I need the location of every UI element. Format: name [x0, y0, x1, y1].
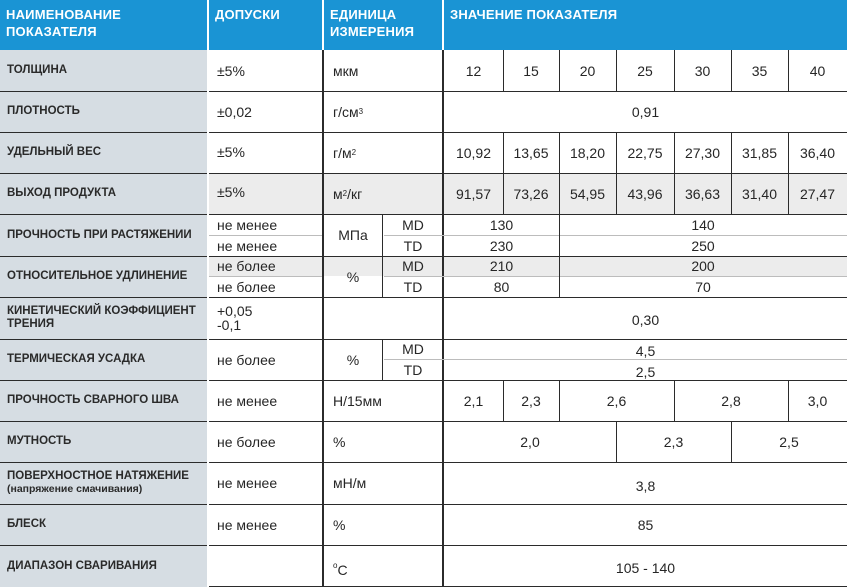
value-thickness-7: 40	[809, 62, 826, 79]
value-specific-weight-6: 31,85	[741, 144, 778, 161]
label-shrinkage: ТЕРМИЧЕСКАЯ УСАДКА	[0, 339, 207, 380]
cell-line	[559, 380, 560, 421]
label-surface-tension-line2: (напряжение смачивания)	[7, 483, 143, 495]
header-unit: ЕДИНИЦА ИЗМЕРЕНИЯ	[324, 0, 442, 50]
label-friction: КИНЕТИЧЕСКИЙ КОЭФФИЦИЕНТ ТРЕНИЯ	[0, 297, 207, 339]
cell-line	[503, 50, 504, 91]
unit-yield-post: /кг	[347, 185, 363, 202]
value-tensile-md-a: 130	[489, 216, 514, 233]
value-yield-2: 73,26	[513, 185, 549, 202]
row-line	[209, 297, 847, 298]
header-name: НАИМЕНОВАНИЕ ПОКАЗАТЕЛЯ	[0, 0, 207, 50]
label-specific-weight: УДЕЛЬНЫЙ ВЕС	[0, 132, 207, 173]
dir-tensile-td: TD	[403, 237, 423, 254]
value-specific-weight-5: 27,30	[684, 144, 721, 161]
row-line	[209, 132, 847, 133]
unit-density: г/см 3	[333, 103, 364, 120]
cell-line	[559, 132, 560, 214]
header-value: ЗНАЧЕНИЕ ПОКАЗАТЕЛЯ	[444, 0, 847, 50]
col-gap	[207, 50, 209, 587]
unit-seal-strength: Н/15мм	[333, 392, 382, 409]
row-line	[209, 462, 847, 463]
value-gloss: 85	[637, 516, 654, 533]
row-line	[0, 91, 207, 92]
sub-row-line	[384, 276, 847, 277]
cell-line	[674, 50, 675, 91]
unit-seal-range: о С	[333, 561, 348, 578]
unit-specific-weight-base: г/м	[333, 144, 352, 161]
cell-line	[382, 214, 383, 297]
value-specific-weight-4: 22,75	[627, 144, 663, 161]
row-line	[209, 339, 847, 340]
tol-gloss: не менее	[217, 516, 278, 533]
dir-elongation-md: MD	[402, 258, 424, 274]
cell-line	[731, 50, 732, 91]
col-divider	[322, 50, 324, 587]
row-line	[209, 421, 847, 422]
sub-row-line	[209, 235, 322, 236]
tol-friction-plus: +0,05	[217, 303, 253, 319]
unit-density-base: г/см	[333, 103, 359, 120]
value-specific-weight-2: 13,65	[513, 144, 549, 161]
label-yield: ВЫХОД ПРОДУКТА	[0, 173, 207, 214]
unit-haze: %	[333, 433, 346, 450]
tol-shrinkage: не более	[217, 351, 276, 368]
value-specific-weight-7: 36,40	[799, 144, 836, 161]
value-specific-weight-3: 18,20	[569, 144, 606, 161]
value-seal-strength-3: 2,6	[606, 392, 627, 409]
tol-tensile-td: не менее	[217, 237, 278, 254]
value-elongation-td-b: 70	[695, 278, 711, 295]
row-line	[209, 256, 847, 257]
row-line	[209, 173, 847, 174]
value-yield-6: 31,40	[741, 185, 778, 202]
tol-elongation-td: не более	[217, 278, 276, 295]
tol-tensile-md: не менее	[217, 216, 278, 233]
cell-line	[616, 132, 617, 214]
row-line	[0, 421, 207, 422]
value-yield-7: 27,47	[799, 185, 836, 202]
sub-row-line	[209, 276, 322, 277]
tol-elongation-md: не более	[217, 258, 276, 274]
unit-surface-tension: мН/м	[333, 475, 367, 491]
unit-seal-range-base: С	[337, 562, 348, 578]
value-elongation-md-a: 210	[489, 258, 514, 274]
cell-line	[788, 132, 789, 214]
dir-tensile-md: MD	[402, 216, 424, 233]
tol-seal-strength: не менее	[217, 392, 278, 409]
label-elongation: ОТНОСИТЕЛЬНОЕ УДЛИНЕНИЕ	[0, 256, 207, 297]
row-line	[0, 256, 207, 257]
value-seal-range: 105 - 140	[615, 560, 676, 576]
value-thickness-4: 25	[637, 62, 653, 79]
sub-row-line	[384, 359, 847, 360]
unit-shrinkage: %	[346, 351, 360, 368]
value-thickness-5: 30	[694, 62, 711, 79]
value-seal-strength-5: 3,0	[807, 392, 828, 409]
header-divider	[322, 0, 324, 50]
header-tolerance: ДОПУСКИ	[209, 0, 322, 50]
dir-shrinkage-td: TD	[403, 361, 423, 378]
tol-friction-minus: -0,1	[217, 317, 242, 333]
label-density: ПЛОТНОСТЬ	[0, 91, 207, 132]
value-elongation-md-b: 200	[691, 258, 715, 274]
label-surface-tension	[0, 462, 207, 504]
cell-line	[616, 50, 617, 91]
unit-yield: м 2 /кг	[333, 185, 363, 202]
tol-thickness: ±5%	[217, 63, 245, 79]
unit-yield-pre: м	[333, 185, 343, 202]
tol-specific-weight: ±5%	[217, 144, 245, 160]
row-line	[209, 504, 847, 505]
row-line	[0, 214, 207, 215]
label-haze: МУТНОСТЬ	[0, 421, 207, 462]
label-seal-strength: ПРОЧНОСТЬ СВАРНОГО ШВА	[0, 380, 207, 421]
cell-line	[382, 339, 383, 380]
col-divider	[442, 50, 444, 587]
dir-shrinkage-md: MD	[402, 341, 424, 357]
value-yield-3: 54,95	[569, 185, 606, 202]
label-surface-tension-line1: ПОВЕРХНОСТНОЕ НАТЯЖЕНИЕ	[7, 470, 189, 482]
cell-line	[788, 380, 789, 421]
row-line	[209, 91, 847, 92]
value-shrinkage-md: 4,5	[635, 342, 656, 359]
label-tensile: ПРОЧНОСТЬ ПРИ РАСТЯЖЕНИИ	[0, 214, 207, 256]
label-gloss: БЛЕСК	[0, 504, 207, 545]
value-yield-1: 91,57	[455, 185, 492, 202]
cell-line	[559, 50, 560, 91]
tol-yield: ±5%	[217, 184, 245, 200]
value-seal-strength-4: 2,8	[721, 392, 741, 409]
value-specific-weight-1: 10,92	[455, 144, 492, 161]
value-elongation-td-a: 80	[493, 278, 510, 295]
value-shrinkage-td: 2,5	[635, 363, 656, 380]
tol-density: ±0,02	[217, 103, 252, 120]
unit-gloss: %	[333, 516, 346, 533]
value-density: 0,91	[631, 103, 660, 120]
value-seal-strength-1: 2,1	[463, 392, 484, 409]
cell-line	[503, 132, 504, 214]
row-line	[0, 545, 207, 546]
value-tensile-td-b: 250	[691, 237, 715, 254]
row-line	[0, 173, 207, 174]
unit-specific-weight: г/м 2	[333, 144, 357, 161]
cell-line	[674, 132, 675, 214]
row-line	[0, 297, 207, 298]
tol-friction	[209, 297, 322, 339]
value-surface-tension: 3,8	[635, 478, 656, 494]
value-tensile-md-b: 140	[691, 216, 715, 233]
cell-line	[788, 50, 789, 91]
value-thickness-1: 12	[465, 62, 482, 79]
value-thickness-6: 35	[751, 62, 768, 79]
tol-surface-tension: не менее	[217, 475, 278, 491]
unit-tensile: МПа	[338, 227, 368, 243]
tol-haze: не более	[217, 433, 276, 450]
value-haze-3: 2,5	[779, 433, 799, 450]
header-divider	[207, 0, 209, 50]
cell-line	[503, 380, 504, 421]
cell-line	[731, 132, 732, 214]
dir-elongation-td: TD	[403, 278, 423, 295]
value-haze-2: 2,3	[663, 433, 684, 450]
row-line	[0, 504, 207, 505]
cell-line	[559, 214, 560, 297]
sub-row-line	[384, 235, 847, 236]
row-line	[0, 132, 207, 133]
row-line	[209, 214, 847, 215]
row-line	[0, 462, 207, 463]
value-thickness-2: 15	[523, 62, 539, 79]
header-divider	[442, 0, 444, 50]
value-yield-5: 36,63	[684, 185, 721, 202]
value-yield-4: 43,96	[627, 185, 663, 202]
row-line	[0, 339, 207, 340]
row-line	[209, 545, 847, 546]
row-line	[0, 380, 207, 381]
value-tensile-td-a: 230	[489, 237, 514, 254]
value-haze-1: 2,0	[520, 433, 540, 450]
cell-line	[616, 421, 617, 462]
unit-elongation: %	[346, 268, 360, 285]
value-seal-strength-2: 2,3	[521, 392, 541, 409]
cell-line	[731, 421, 732, 462]
value-thickness-3: 20	[579, 62, 596, 79]
unit-thickness: мкм	[333, 62, 359, 79]
label-thickness: ТОЛЩИНА	[0, 50, 207, 91]
value-friction: 0,30	[631, 312, 660, 328]
cell-line	[674, 380, 675, 421]
label-seal-range: ДИАПАЗОН СВАРИВАНИЯ	[0, 545, 207, 587]
row-line	[209, 380, 847, 381]
